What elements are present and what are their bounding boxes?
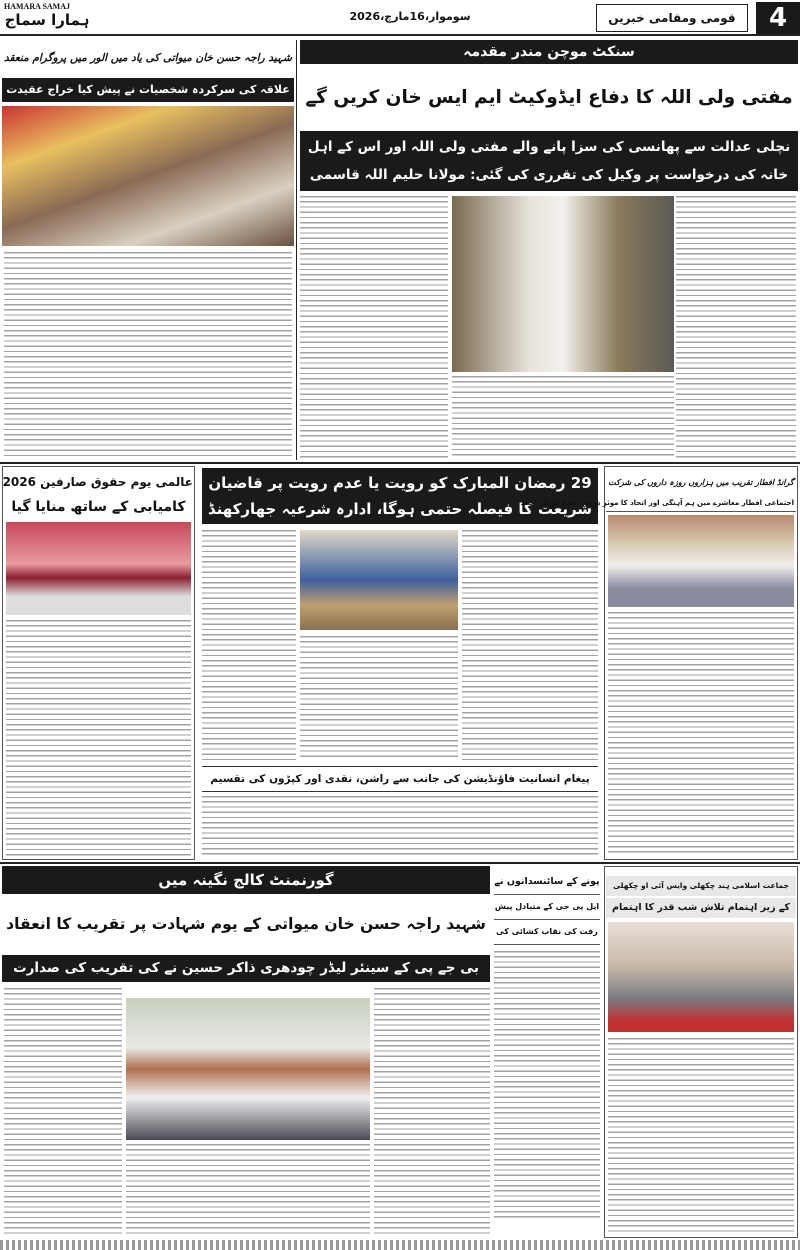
pune-headline-3: رفت کی نقاب کشائی کی: [494, 920, 600, 945]
iftar-subhead: اجتماعی افطار معاشرے میں ہم آہنگی اور اتحاد کا موثر ذریعہ: شیخ ابوبکر احمد: [606, 496, 796, 512]
iftar-headline: گرانڈ افطار تقریب میں ہزاروں روزہ داروں کی شرکت: [608, 478, 794, 487]
nagina-photo: [126, 998, 370, 1140]
lead-subhead-line-2: خانہ کی درخواست پر وکیل کی تقرری کی گئی: مولانا حلیم اللہ قاسمی: [309, 167, 789, 183]
consumer-headline-1: عالمی یوم حقوق صارفین 2026: [2, 475, 193, 489]
ramzan-body: [462, 530, 598, 760]
issue-date: سوموار،16مارچ،2026: [349, 10, 471, 23]
logo: [4, 2, 90, 29]
jamaat-photo: [608, 922, 794, 1032]
divider: [0, 862, 800, 864]
ramzan-photo: [300, 530, 458, 630]
page-number: 4: [756, 2, 800, 34]
consumer-headline-2: کامیابی کے ساتھ منایا گیا: [11, 499, 186, 515]
divider: [296, 40, 297, 460]
lead-subhead-line-1: نچلی عدالت سے پھانسی کی سزا پانے والے مفتی ولی اللہ اور اس کے اہل: [307, 139, 791, 155]
pune-body: [494, 951, 600, 1221]
nagina-headline: شہید راجہ حسن خان میواتی کے یوم شہادت پر تقریب کا انعقاد: [6, 915, 486, 933]
ramzan-body: [202, 530, 296, 760]
iftar-photo: [608, 515, 794, 607]
ramzan-headline-line-2: شریعت کا فیصلہ حتمی ہوگا، ادارہ شرعیہ جھارکھنڈ: [207, 500, 593, 518]
ramzan-body: [300, 636, 458, 760]
alwar-body: [4, 252, 292, 457]
masthead: [0, 0, 800, 36]
consumer-photo: [6, 522, 191, 615]
nagina-kicker: گورنمنٹ کالج نگینہ میں: [2, 866, 490, 894]
lead-body: [676, 196, 796, 458]
pune-headline-2: ایل پی جی کے متبادل پیش: [494, 895, 600, 920]
jamaat-body: [608, 1038, 794, 1234]
alwar-headline: شہید راجہ حسن خان میواتی کی یاد میں الور میں پروگرام منعقد: [4, 52, 292, 64]
nagina-body: [126, 1144, 370, 1236]
section-title: قومی ومقامی خبریں: [596, 4, 748, 32]
logo-urdu: ہمارا سماج: [4, 11, 90, 29]
lead-subhead: [300, 131, 798, 191]
alwar-photo: [2, 106, 294, 246]
paigham-body: [202, 796, 598, 858]
lead-body: [300, 196, 448, 458]
consumer-body: [6, 620, 191, 856]
nagina-body: [374, 988, 490, 1236]
jamaat-headline-2: کے زیر اہتمام تلاش شب قدر کا اہتمام: [606, 898, 796, 918]
logo-english: HAMARA SAMAJ: [4, 2, 70, 11]
paigham-headline: پیغام انسانیت فاؤنڈیشن کی جانب سے راشن، نقدی اور کپڑوں کی تقسیم: [202, 766, 598, 792]
lead-body: [452, 376, 674, 458]
jamaat-headline-1: جماعت اسلامی ہند چکھلی وایس آئی او چکھلی: [606, 876, 796, 896]
alwar-subhead: علاقہ کی سرکردہ شخصیات نے پیش کیا خراج عقیدت: [2, 78, 294, 102]
ramzan-headline-line-1: 29 رمضان المبارک کو رویت یا عدم رویت پر قاضیان: [208, 474, 592, 492]
pune-headline-1: پونے کے سائنسدانوں نے: [494, 870, 600, 895]
lead-photo: [452, 196, 674, 372]
footer-strip: [0, 1240, 800, 1250]
nagina-subhead: بی جے پی کے سینئر لیڈر چودھری ذاکر حسین نے کی تقریب کی صدارت: [2, 955, 490, 982]
lead-kicker: سنکٹ موچن مندر مقدمہ: [300, 40, 798, 64]
divider: [0, 462, 800, 464]
iftar-body: [608, 612, 794, 856]
lead-headline: مفتی ولی اللہ کا دفاع ایڈوکیٹ ایم ایس خان کریں گے: [305, 87, 793, 108]
pune-story: [494, 870, 600, 1221]
nagina-body: [4, 988, 122, 1236]
